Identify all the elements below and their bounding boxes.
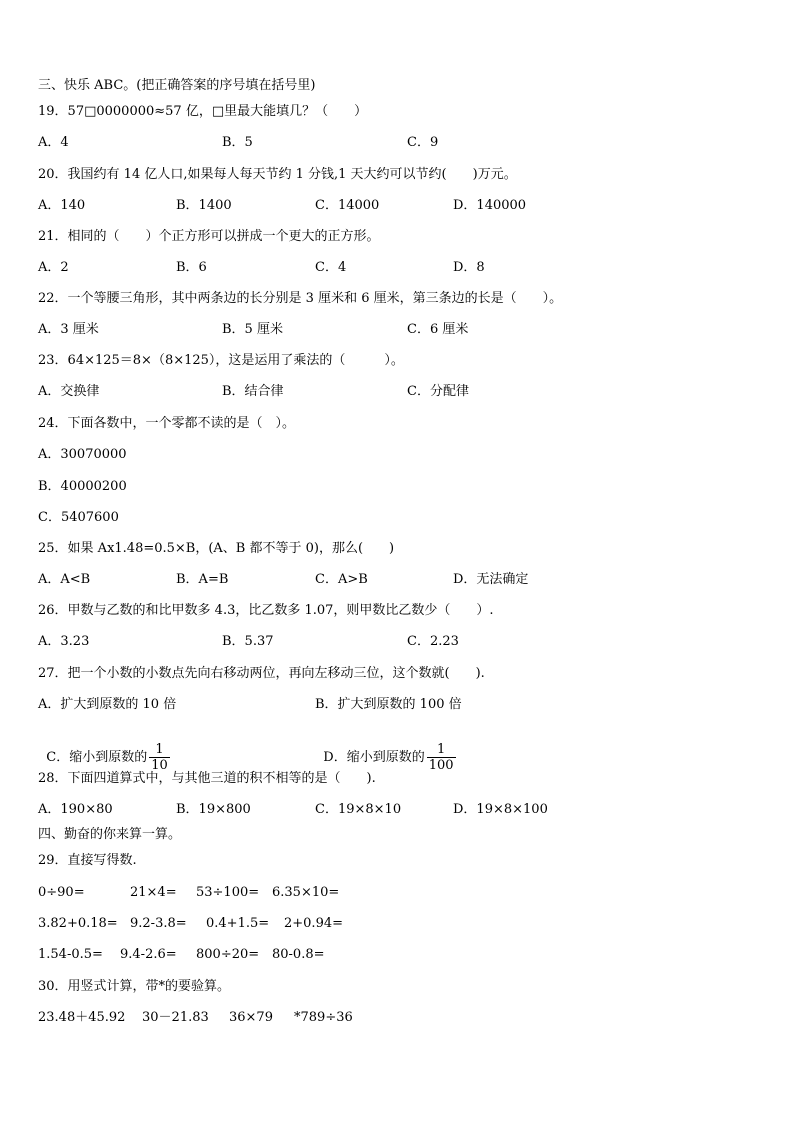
q29-cell: 6.35×10=	[272, 885, 340, 900]
q20-option-b: B．1400	[176, 198, 232, 213]
q27-option-d-label: D．缩小到原数的	[323, 750, 425, 765]
q29-cell: 3.82+0.18=	[38, 916, 118, 931]
q29-cell: 0÷90=	[38, 885, 85, 900]
fraction-numerator: 1	[436, 742, 446, 757]
q19-option-a: A．4	[38, 135, 69, 150]
q28-option-b: B．19×800	[176, 802, 251, 817]
question-27: 27．把一个小数的小数点先向右移动两位，再向左移动三位，这个数就( ).	[38, 666, 485, 681]
q28-option-a: A．190×80	[38, 802, 113, 817]
q23-option-a: A．交换律	[38, 384, 100, 399]
q29-cell: 0.4+1.5=	[206, 916, 270, 931]
q29-cell: 9.2-3.8=	[130, 916, 187, 931]
question-20: 20．我国约有 14 亿人口,如果每人每天节约 1 分钱,1 天大约可以节约( )万元。	[38, 167, 517, 182]
q21-option-a: A．2	[38, 260, 69, 275]
q25-option-d: D．无法确定	[453, 572, 529, 587]
q27-option-b: B．扩大到原数的 100 倍	[315, 697, 462, 712]
q27-option-c	[38, 724, 170, 773]
q22-option-c: C．6 厘米	[407, 322, 469, 337]
q26-option-b: B．5.37	[222, 634, 274, 649]
q29-cell: 9.4-2.6=	[120, 947, 177, 962]
q25-option-c: C．A>B	[315, 572, 368, 587]
q20-option-c: C．14000	[315, 198, 380, 213]
q20-option-a: A．140	[38, 198, 86, 213]
q27-option-c-label: C．缩小到原数的	[46, 750, 148, 765]
question-19: 19．57□0000000≈57 亿，□里最大能填几？（ ）	[38, 104, 368, 119]
q23-option-b: B．结合律	[222, 384, 284, 399]
q28-option-d: D．19×8×100	[453, 802, 548, 817]
q28-option-c: C．19×8×10	[315, 802, 402, 817]
question-23: 23．64×125＝8×（8×125），这是运用了乘法的（ ）。	[38, 353, 404, 368]
q29-cell: 800÷20=	[196, 947, 260, 962]
q29-cell: 21×4=	[130, 885, 177, 900]
q27-option-d-fraction	[427, 742, 456, 773]
question-25: 25．如果 Ax1.48=0.5×B，(A、B 都不等于 0)，那么( )	[38, 541, 395, 556]
q30-item: *789÷36	[294, 1010, 353, 1025]
q22-option-b: B．5 厘米	[222, 322, 283, 337]
question-29: 29．直接写得数.	[38, 853, 137, 868]
q21-option-d: D．8	[453, 260, 485, 275]
q24-option-c: C．5407600	[38, 510, 119, 525]
q21-option-b: B．6	[176, 260, 207, 275]
q21-option-c: C．4	[315, 260, 347, 275]
question-28: 28．下面四道算式中，与其他三道的积不相等的是（ ).	[38, 771, 376, 786]
q25-option-b: B．A=B	[176, 572, 229, 587]
section-4-title: 四、勤奋的你来算一算。	[38, 827, 182, 842]
q29-cell: 80-0.8=	[272, 947, 325, 962]
q24-option-b: B．40000200	[38, 479, 127, 494]
q26-option-c: C．2.23	[407, 634, 459, 649]
q29-cell: 53÷100=	[196, 885, 260, 900]
q25-option-a: A．A<B	[38, 572, 91, 587]
question-30: 30．用竖式计算，带*的要验算。	[38, 979, 231, 994]
q19-option-c: C．9	[407, 135, 439, 150]
fraction-denominator: 100	[428, 758, 454, 773]
q19-option-b: B．5	[222, 135, 253, 150]
q27-option-c-fraction	[149, 742, 170, 773]
fraction-denominator: 10	[151, 758, 168, 773]
q26-option-a: A．3.23	[38, 634, 90, 649]
q24-option-a: A．30070000	[38, 447, 127, 462]
q30-item: 30－21.83	[142, 1010, 209, 1025]
question-24: 24．下面各数中，一个零都不读的是（ ）。	[38, 416, 296, 431]
q23-option-c: C．分配律	[407, 384, 469, 399]
q27-option-a: A．扩大到原数的 10 倍	[38, 697, 177, 712]
q30-item: 36×79	[229, 1010, 273, 1025]
section-3-title: 三、快乐 ABC。(把正确答案的序号填在括号里)	[38, 78, 316, 93]
q27-option-d	[315, 724, 456, 773]
q20-option-d: D．140000	[453, 198, 527, 213]
q30-item: 23.48＋45.92	[38, 1010, 126, 1025]
q29-cell: 1.54-0.5=	[38, 947, 103, 962]
question-26: 26．甲数与乙数的和比甲数多 4.3，比乙数多 1.07，则甲数比乙数少（ ）.	[38, 603, 494, 618]
q29-cell: 2+0.94=	[284, 916, 344, 931]
q22-option-a: A．3 厘米	[38, 322, 99, 337]
fraction-numerator: 1	[155, 742, 164, 757]
question-22: 22．一个等腰三角形，其中两条边的长分别是 3 厘米和 6 厘米，第三条边的长是（ ）。	[38, 291, 563, 306]
question-21: 21．相同的（ ）个正方形可以拼成一个更大的正方形。	[38, 229, 380, 244]
